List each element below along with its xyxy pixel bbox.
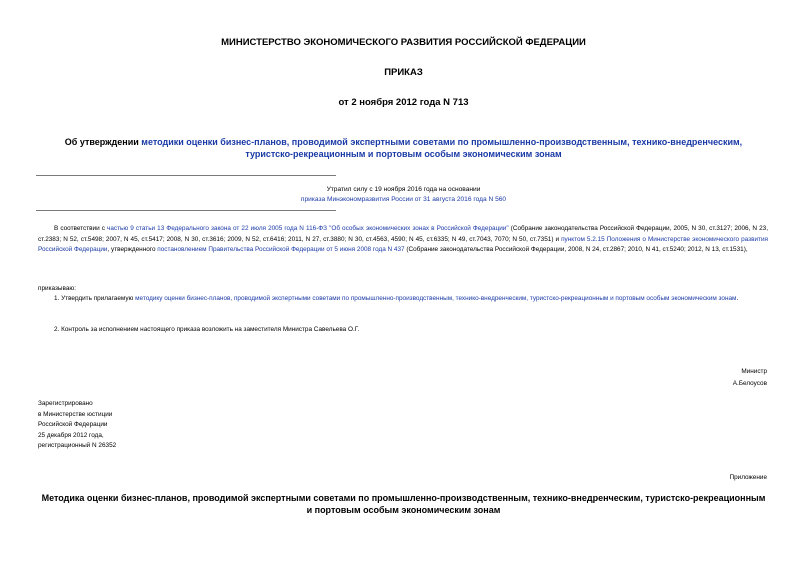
signature-position: Министр (741, 368, 767, 375)
preamble-text-1: В соответствии с (54, 225, 107, 232)
order-title-link[interactable]: методики оценки бизнес-планов, проводимой экспертными советами по промышленно-производственным, технико-внедренческим, туристско-рекреационным и портовым особым экономическим зонам (141, 137, 743, 159)
registration-line: регистрационный N 26352 (38, 442, 117, 449)
law-116-link[interactable]: частью 9 статьи 13 Федерального закона от 22 июля 2005 года N 116-ФЗ "Об особых экономических зонах в Российской Федерации" (107, 225, 509, 232)
preamble-text-3: , утвержденного (107, 246, 158, 253)
signature-name: А.Белоусов (732, 380, 767, 387)
government-decree-437-link[interactable]: постановлением Правительства Российской Федерации от 5 июня 2008 года N 437 (157, 246, 405, 253)
order-title-prefix: Об утверждении (64, 137, 142, 147)
preamble-paragraph (38, 224, 768, 256)
signature-block (733, 366, 767, 390)
item-2-paragraph: 2. Контроль за исполнением настоящего приказа возложить на заместителя Министра Савельева О.Г. (54, 326, 360, 333)
item-1-end: . (736, 295, 739, 302)
divider-top (36, 175, 336, 176)
regulation-5-2-15-link[interactable]: пунктом 5.2.15 Положения о Министерстве экономического развития Российской Федерации (38, 235, 768, 253)
status-note-link[interactable]: приказа Минэкономразвития России от 31 августа 2016 года N 560 (300, 196, 507, 203)
preamble-text-2: (Собрание законодательства Российской Федерации, 2005, N 30, ст.3127; 2006, N 23, ст.2383; N 52, ст.5498; 2007, N 45, ст.5417; 2008, N 30, ст.3616; 2009, N 52, ст.6416; 2011, N 27, ст.3880; N 30, ст.4563, 4590; N 45, ст.6335; N 49, ст.7043, 7070; N 50, ст.7351) и (38, 225, 768, 243)
status-note-text: Утратил силу с 19 ноября 2016 года на основании (326, 186, 481, 193)
order-word: приказываю: (38, 285, 76, 292)
doc-date-number: от 2 ноября 2012 года N 713 (338, 97, 469, 108)
divider-bottom (36, 210, 336, 211)
item-1-paragraph (38, 294, 768, 305)
doc-type-heading: ПРИКАЗ (384, 67, 423, 78)
methodology-link[interactable]: методику оценки бизнес-планов, проводимой экспертными советами по промышленно-производственным, технико-внедренческим, туристско-рекреационным и портовым особым экономическим зонам (135, 295, 737, 302)
appendix-label: Приложение (729, 474, 767, 481)
ministry-heading: МИНИСТЕРСТВО ЭКОНОМИЧЕСКОГО РАЗВИТИЯ РОССИЙСКОЙ ФЕДЕРАЦИИ (221, 37, 586, 48)
appendix-title: Методика оценки бизнес-планов, проводимой экспертными советами по промышленно-производственным, технико-внедренческим, туристско-рекреационным и портовым особым экономическим зонам (41, 493, 766, 515)
status-note (300, 185, 507, 205)
item-1-text: 1. Утвердить прилагаемую (54, 295, 136, 302)
registration-line: в Министерстве юстиции (38, 410, 113, 418)
registration-line: 25 декабря 2012 года, (38, 431, 104, 439)
registration-line: Российской Федерации (38, 421, 108, 428)
order-title (40, 136, 767, 160)
registration-block (38, 399, 116, 452)
registration-line: Зарегистрировано (38, 400, 93, 407)
preamble-text-4: (Собрание законодательства Российской Федерации, 2008, N 24, ст.2867; 2010, N 41, ст.5240; 2012, N 13, ст.1531), (404, 246, 748, 253)
